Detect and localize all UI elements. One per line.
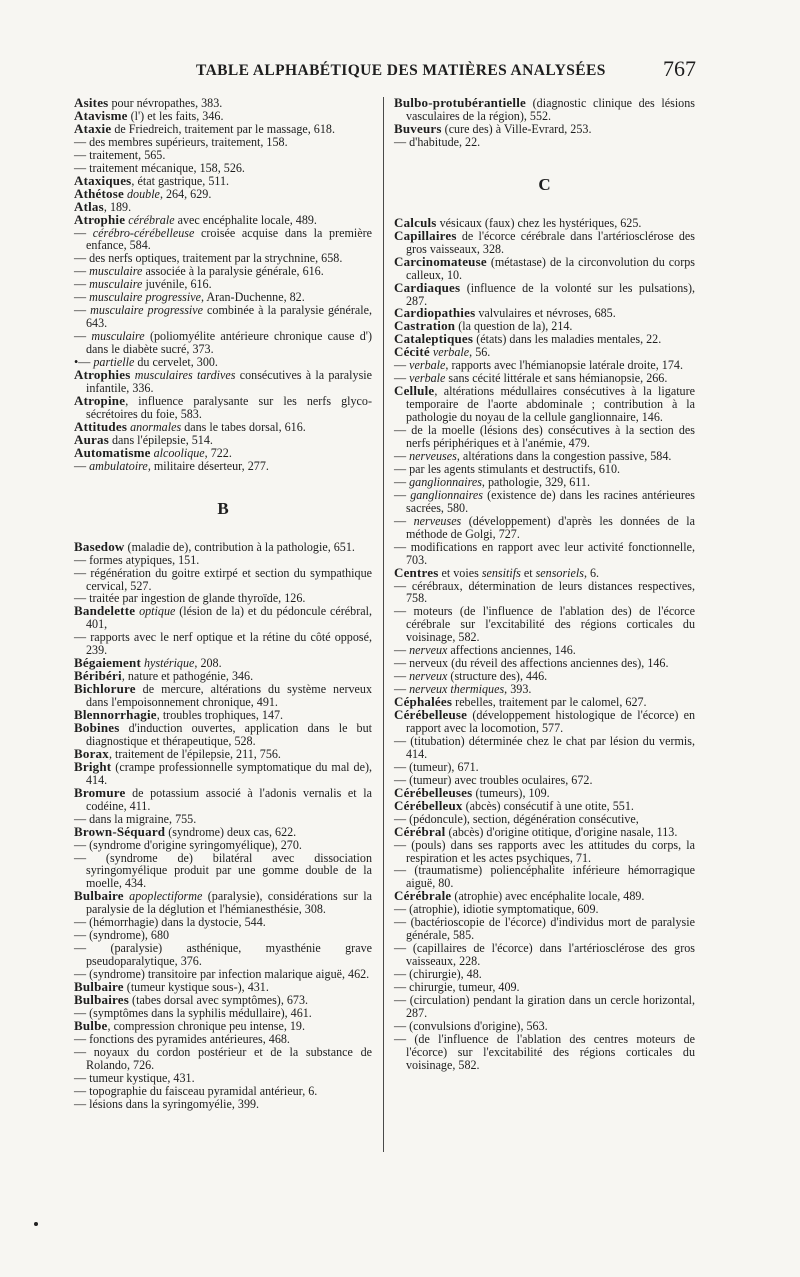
entry-text: de potassium associé à l'adonis vernalis et la codéine, 411.	[86, 785, 372, 813]
entry-italic-term: musculaire progressive	[89, 290, 201, 305]
entry-italic-term: sensitifs	[481, 565, 521, 580]
entry-text: (paralysie), considérations sur la paralysie de la déglution et l'hémianesthésie, 308.	[86, 889, 372, 917]
entry-text: — (syndrome) transitoire par infection malarique aiguë, 462.	[74, 967, 370, 982]
index-entry	[394, 864, 695, 890]
entry-text: , pathologie, 329, 611.	[481, 474, 590, 489]
entry-text: — (bactérioscopie de l'écorce) d'individus mort de paralysie générale, 585.	[394, 915, 695, 943]
index-entry	[394, 136, 695, 149]
entry-text: , troubles trophiques, 147.	[156, 708, 284, 723]
entry-text: (syndrome) deux cas, 622.	[165, 824, 297, 839]
entry-text: , Aran-Duchenne, 82.	[200, 290, 305, 305]
entry-headword: Bobines	[74, 719, 120, 735]
entry-text: associée à la paralysie générale, 616.	[142, 264, 324, 279]
entry-text: — (chirurgie), 48.	[394, 967, 482, 982]
entry-italic-term: nerveuses	[413, 513, 462, 528]
entry-text: (diagnostic clinique des lésions vasculaires de la région), 552.	[406, 96, 695, 123]
index-entry	[74, 852, 372, 891]
entry-italic-term: apoplectiforme	[123, 889, 203, 904]
entry-text: (structure des), 446.	[447, 669, 548, 684]
entry-text: (poliomyélite antérieure chronique cause d') dans le diabète sucré, 373.	[86, 329, 372, 357]
index-entry	[74, 227, 372, 253]
entry-text: — régénération du goitre extirpé et section du sympathique cervical, 527.	[74, 565, 372, 593]
entry-text: — chirurgie, tumeur, 409.	[394, 980, 520, 995]
entry-headword: Bégaiement	[74, 655, 141, 671]
entry-dash: —	[394, 669, 410, 684]
index-entry	[74, 605, 372, 631]
entry-text: (tumeurs), 109.	[472, 785, 550, 800]
entry-text: combinée à la paralysie générale, 643.	[86, 303, 372, 331]
entry-text: , compression chronique peu intense, 19.	[107, 1018, 306, 1033]
entry-dash: —	[74, 264, 90, 279]
entry-headword: Calculs	[394, 214, 437, 230]
entry-text: (tabes dorsal avec symptômes), 673.	[129, 993, 309, 1007]
entry-text: — (capillaires de l'écorce) dans l'artériosclérose des gros vaisseaux, 228.	[394, 941, 695, 969]
entry-text: , 208.	[194, 656, 222, 671]
entry-text: (maladie de), contribution à la pathologie, 651.	[124, 539, 355, 554]
entry-text: , militaire déserteur, 277.	[147, 458, 269, 473]
entry-italic-term: nerveuses	[409, 448, 457, 463]
entry-text: , état gastrique, 511.	[131, 173, 230, 188]
entry-text: — traitée par ingestion de glande thyroïde, 126.	[74, 591, 306, 606]
entry-headword: Automatisme	[74, 444, 151, 460]
entry-dash: —	[74, 290, 90, 305]
entry-headword: Cécité	[394, 344, 430, 360]
entry-text: , rapports avec l'hémianopsie latérale droite, 174.	[445, 358, 683, 373]
entry-text: — de la moelle (lésions des) consécutives à la section des nerfs périphériques et à l'anémie, 479.	[394, 423, 695, 451]
entry-text: , altérations médullaires consécutives à la ligature temporaire de l'aorte abdominale ; contribution à la pathologie du noyau de la cellule ganglionnaire, 146.	[406, 384, 695, 425]
entry-text: — (syndrome), 680	[74, 928, 170, 943]
entry-headword: Béribéri	[74, 668, 122, 684]
entry-italic-term: alcoolique	[150, 445, 205, 460]
entry-dash: —	[394, 448, 410, 463]
index-entry	[394, 916, 695, 942]
entry-italic-term: cérébrale	[125, 212, 175, 227]
index-entry	[394, 424, 695, 450]
entry-headword: Ataxie	[74, 120, 112, 136]
entry-text: , traitement de l'épilepsie, 211, 756.	[108, 746, 281, 761]
entry-dash: —	[394, 643, 410, 658]
index-entry	[74, 631, 372, 657]
entry-text: — (titubation) déterminée chez le chat par lésion du vermis, 414.	[394, 733, 695, 761]
entry-text: — dans la migraine, 755.	[74, 811, 197, 826]
entry-headword: Ataxiques	[74, 172, 132, 188]
entry-headword: Atlas	[74, 198, 104, 214]
entry-headword: Athétose	[74, 185, 124, 201]
entry-text: (crampe professionnelle symptomatique du mal de), 414.	[86, 759, 372, 787]
index-entry	[74, 719, 372, 748]
entry-text: — des membres supérieurs, traitement, 158.	[74, 134, 288, 149]
entry-headword: Buveurs	[394, 120, 442, 136]
entry-text: (développement histologique de l'écorce) en rapport avec la locomotion, 577.	[406, 708, 695, 735]
entry-text: — lésions dans la syringomyélie, 399.	[74, 1096, 260, 1111]
entry-text: — fonctions des pyramides antérieures, 468.	[74, 1031, 290, 1046]
entry-text: et voies	[438, 565, 482, 580]
entry-headword: Bulbe	[74, 1017, 108, 1033]
entry-text: — moteurs (de l'influence de l'ablation des) de l'écorce cérébrale sur l'excitabilité des régions corticales du voisinage, 582.	[394, 604, 695, 645]
index-column-left	[74, 97, 372, 1111]
entry-text: — par les agents stimulants et destructifs, 610.	[394, 461, 621, 476]
entry-italic-term: cérébro-cérébelleuse	[92, 225, 195, 240]
entry-italic-term: nerveux thermiques	[409, 682, 505, 697]
entry-headword: Blennorrhagie	[74, 707, 157, 723]
entry-text: juvénile, 616.	[142, 277, 212, 292]
entry-dash: —	[74, 329, 92, 344]
index-entry	[74, 567, 372, 593]
entry-text: — (paralysie) asthénique, myasthénie grave pseudoparalytique, 376.	[74, 941, 372, 969]
index-entry	[394, 227, 695, 256]
entry-headword: Castration	[394, 318, 456, 334]
entry-dash: —	[394, 474, 410, 489]
entry-text: — des nerfs optiques, traitement par la strychnine, 658.	[74, 251, 343, 266]
entry-text: rebelles, traitement par le calomel, 627.	[452, 695, 647, 710]
index-entry	[394, 253, 695, 282]
entry-text: (lésion de la) et du pédoncule cérébral, 401,	[86, 604, 372, 632]
index-entry	[394, 709, 695, 735]
entry-dash: —	[394, 358, 410, 373]
entry-text: sans cécité littérale et sans hémianopsie, 266.	[445, 371, 668, 386]
entry-headword: Cataleptiques	[394, 331, 474, 347]
entry-dash: —	[394, 682, 410, 697]
entry-text: (la question de la), 214.	[455, 319, 573, 334]
entry-text: croisée acquise dans la première enfance, 584.	[86, 225, 372, 253]
entry-text: — formes atypiques, 151.	[74, 552, 200, 567]
index-entry	[74, 369, 372, 395]
entry-text: (l') et les faits, 346.	[127, 108, 224, 123]
entry-italic-term: musculaires tardives	[130, 368, 236, 383]
entry-italic-term: nerveux	[409, 643, 448, 658]
entry-italic-term: nerveux	[409, 669, 448, 684]
entry-italic-term: verbale	[429, 345, 470, 360]
index-entry	[74, 304, 372, 330]
page-number: 767	[663, 56, 696, 81]
entry-text: — tumeur kystique, 431.	[74, 1070, 195, 1085]
page-title: TABLE ALPHABÉTIQUE DES MATIÈRES ANALYSÉES	[196, 62, 606, 79]
entry-text: — noyaux du cordon postérieur et de la substance de Rolando, 726.	[74, 1044, 372, 1072]
entry-italic-term: musculaire	[89, 277, 143, 292]
entry-text: — modifications en rapport avec leur activité fonctionnelle, 703.	[394, 539, 695, 567]
entry-text: et	[520, 565, 536, 580]
entry-text: dans le tabes dorsal, 616.	[181, 419, 306, 434]
entry-italic-term: ambulatoire	[89, 458, 148, 473]
entry-italic-term: ganglionnaires	[409, 474, 482, 489]
entry-text: (tumeur kystique sous-), 431.	[123, 980, 269, 995]
index-entry	[394, 839, 695, 865]
entry-text: (atrophie) avec encéphalite locale, 489.	[451, 889, 645, 904]
index-entry	[394, 515, 695, 541]
entry-text: — (atrophie), idiotie symptomatique, 609.	[394, 902, 599, 917]
entry-italic-term: ganglionnaires	[410, 487, 483, 502]
entry-text: — (traumatisme) poliencéphalite inférieure hémorragique aiguë, 80.	[394, 863, 695, 891]
entry-italic-term: musculaire	[89, 264, 143, 279]
entry-dash: —	[74, 303, 91, 318]
entry-text: d'induction ouvertes, application dans le but diagnostique et thérapeutique, 528.	[86, 720, 372, 748]
entry-text: de mercure, altérations du système nerveux dans l'empoisonnement chronique, 491.	[86, 682, 372, 710]
entry-text: — rapports avec le nerf optique et la rétine du côté opposé, 239.	[74, 630, 372, 658]
entry-text: du cervelet, 300.	[134, 355, 218, 370]
entry-italic-term: musculaire progressive	[90, 303, 204, 318]
entry-text: — (tumeur), 671.	[394, 759, 479, 774]
entry-text: — d'habitude, 22.	[394, 134, 481, 149]
entry-text: — (symptômes dans la syphilis médullaire), 461.	[74, 1005, 312, 1020]
entry-dash: —	[74, 458, 90, 473]
entry-text: de Friedreich, traitement par le massage, 618.	[111, 121, 335, 136]
index-entry	[74, 460, 372, 473]
entry-text: — (syndrome de) bilatéral avec dissociation syringomyélique produit par une gomme double de la moelle, 434.	[74, 850, 372, 891]
entry-headword: Carcinomateuse	[394, 253, 487, 269]
entry-headword: Borax	[74, 745, 109, 761]
entry-text: — topographie du faisceau pyramidal antérieur, 6.	[74, 1083, 318, 1098]
entry-headword: Bulbo-protubérantielle	[394, 95, 527, 110]
entry-italic-term: sensoriels	[535, 565, 584, 580]
entry-text: (existence de) dans les racines antérieures sacrées, 580.	[406, 487, 695, 515]
section-letter: B	[217, 498, 229, 518]
entry-headword: Atrophie	[74, 211, 126, 227]
entry-italic-term: optique	[135, 604, 176, 619]
entry-headword: Attitudes	[74, 418, 128, 434]
entry-headword: Bright	[74, 758, 112, 774]
index-column-right	[394, 97, 695, 1072]
entry-headword: Cellule	[394, 383, 435, 399]
index-entry	[394, 385, 695, 424]
entry-dash: —	[394, 513, 414, 528]
entry-italic-term: musculaire	[91, 329, 145, 344]
entry-headword: Bulbaire	[74, 888, 124, 904]
entry-text: (développement) d'après les données de la méthode de Golgi, 727.	[406, 513, 695, 541]
index-entry	[394, 279, 695, 308]
entry-headword: Cardiopathies	[394, 305, 476, 321]
column-divider	[383, 97, 384, 1152]
entry-text: , nature et pathogénie, 346.	[121, 669, 254, 684]
index-entry	[394, 735, 695, 761]
entry-headword: Cérébelleux	[394, 797, 463, 813]
index-entry	[74, 1046, 372, 1072]
entry-italic-term: verbale	[409, 358, 446, 373]
entry-text: (influence de la volonté sur les pulsations), 287.	[406, 280, 695, 308]
entry-text: — (de l'influence de l'ablation des centres moteurs de l'écorce) sur l'excitabilité des régions corticales du voisinage, 582.	[394, 1031, 695, 1072]
entry-text: (états) dans les maladies mentales, 22.	[473, 332, 662, 347]
entry-text: consécutives à la paralysie infantile, 336.	[86, 368, 373, 395]
entry-text: valvulaires et névroses, 685.	[475, 306, 616, 321]
entry-headword: Brown-Séquard	[74, 823, 166, 839]
entry-headword: Atrophies	[74, 367, 131, 383]
entry-headword: Bandelette	[74, 603, 136, 619]
ink-speck	[34, 1222, 38, 1226]
entry-italic-term: partielle	[93, 355, 135, 370]
entry-text: (abcès) consécutif à une otite, 551.	[462, 798, 634, 813]
index-entry	[394, 489, 695, 515]
entry-text: — (pouls) dans ses rapports avec les attitudes du corps, la respiration et les actes psychiques, 71.	[394, 837, 695, 865]
index-entry	[74, 890, 372, 916]
entry-dash: —	[394, 371, 410, 386]
entry-text: dans l'épilepsie, 514.	[108, 432, 213, 447]
entry-headword: Bulbaires	[74, 992, 130, 1007]
entry-text: , altérations dans la congestion passive, 584.	[456, 448, 672, 463]
entry-text: , 722.	[204, 445, 232, 460]
entry-headword: Bichlorure	[74, 681, 136, 697]
entry-headword: Cérébrale	[394, 888, 452, 904]
entry-headword: Bulbaire	[74, 979, 124, 995]
index-entry	[394, 541, 695, 567]
index-entry	[394, 1033, 695, 1072]
entry-italic-term: anormales	[127, 419, 182, 434]
page-header	[196, 58, 696, 82]
entry-dash: •—	[74, 355, 94, 370]
entry-headword: Cérébral	[394, 823, 446, 839]
entry-headword: Cardiaques	[394, 279, 461, 295]
index-entry	[74, 1098, 372, 1111]
entry-headword: Auras	[74, 431, 109, 447]
entry-headword: Basedow	[74, 538, 125, 554]
entry-italic-term: hystérique	[140, 656, 195, 671]
entry-italic-term: double	[123, 186, 160, 201]
index-entry	[394, 97, 695, 123]
entry-headword: Cérébelleuse	[394, 707, 468, 723]
index-entry	[394, 580, 695, 606]
entry-text: avec encéphalite locale, 489.	[174, 212, 317, 227]
entry-text: de l'écorce cérébrale dans l'artériosclérose des gros vaisseaux, 328.	[406, 228, 695, 256]
entry-dash: —	[74, 225, 93, 240]
index-entry	[74, 330, 372, 356]
entry-text: — (tumeur) avec troubles oculaires, 672.	[394, 772, 593, 787]
entry-text: — (convulsions d'origine), 563.	[394, 1018, 548, 1033]
entry-text: (abcès) d'origine otitique, d'origine nasale, 113.	[445, 824, 678, 839]
entry-text: — (syndrome d'origine syringomyélique), 270.	[74, 837, 302, 852]
entry-text: affections anciennes, 146.	[447, 643, 576, 658]
entry-dash: —	[74, 277, 90, 292]
entry-text: (cure des) à Ville-Evrard, 253.	[441, 121, 592, 136]
entry-text: (métastase) de la circonvolution du corps calleux, 10.	[406, 254, 695, 282]
entry-italic-term: verbale	[409, 371, 446, 386]
entry-text: , 56.	[469, 345, 491, 360]
index-entry	[394, 942, 695, 968]
entry-text: — nerveux (du réveil des affections anciennes des), 146.	[394, 656, 669, 671]
entry-headword: Atropine	[74, 392, 126, 408]
entry-text: , 6.	[583, 565, 600, 580]
section-letter: C	[538, 174, 551, 194]
index-entry	[74, 392, 372, 421]
entry-text: — (circulation) pendant la giration dans un cercle horizontal, 287.	[394, 993, 695, 1020]
index-entry	[394, 994, 695, 1020]
entry-text: pour névropathes, 383.	[108, 96, 223, 110]
entry-text: , 189.	[103, 199, 132, 214]
entry-text: , 264, 629.	[159, 186, 212, 201]
entry-headword: Cérébelleuses	[394, 784, 473, 800]
entry-headword: Asites	[74, 95, 109, 110]
index-entry	[74, 683, 372, 709]
entry-text: — cérébraux, détermination de leurs distances respectives, 758.	[394, 578, 695, 606]
entry-text: — traitement, 565.	[74, 147, 166, 162]
entry-text: , 393.	[504, 682, 532, 697]
entry-headword: Capillaires	[394, 227, 457, 243]
entry-headword: Centres	[394, 564, 439, 580]
entry-text: , influence paralysante sur les nerfs glyco-sécrétoires du foie, 583.	[86, 393, 372, 421]
entry-headword: Bromure	[74, 784, 126, 800]
index-entry	[74, 758, 372, 787]
entry-text: vésicaux (faux) chez les hystériques, 625.	[436, 215, 642, 230]
index-entry	[74, 784, 372, 813]
entry-headword: Atavisme	[74, 107, 128, 123]
index-entry	[394, 605, 695, 644]
index-entry	[74, 942, 372, 968]
entry-text: — traitement mécanique, 158, 526.	[74, 160, 245, 175]
entry-dash: —	[394, 487, 411, 502]
entry-text: — (hémorrhagie) dans la dystocie, 544.	[74, 915, 266, 930]
entry-text: — (pédoncule), section, dégénération consécutive,	[394, 811, 639, 826]
entry-headword: Céphalées	[394, 694, 453, 710]
